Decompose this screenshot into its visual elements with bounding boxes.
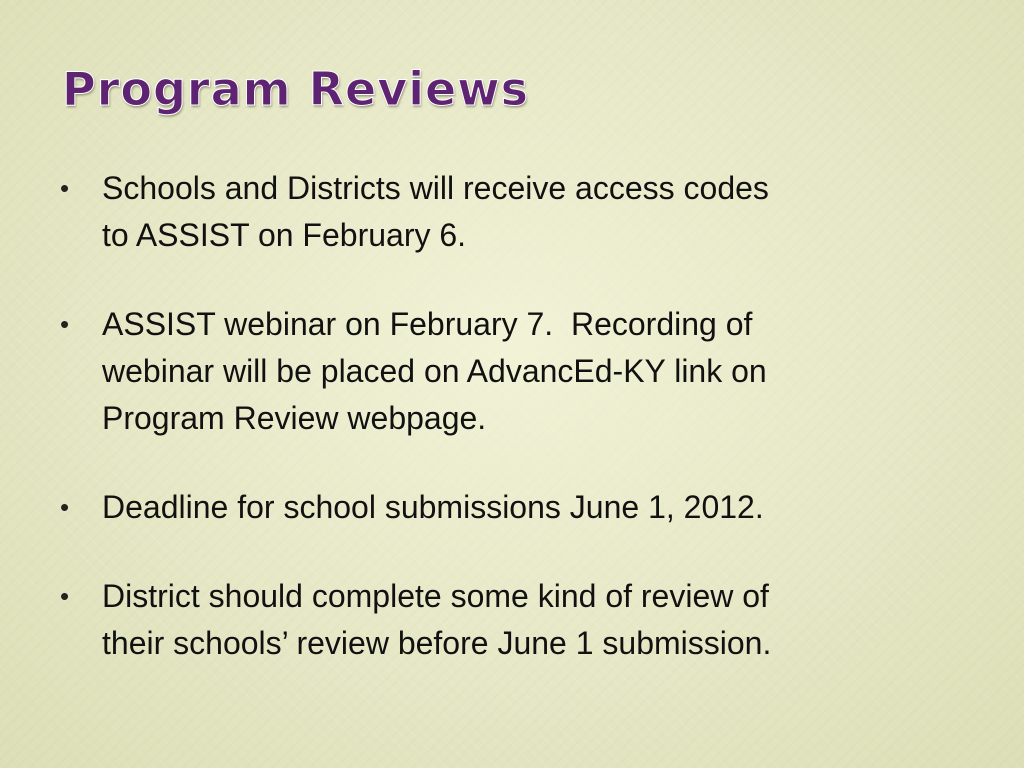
- bullet-icon: •: [60, 492, 70, 522]
- bullet-line: their schools’ review before June 1 submission.: [102, 625, 772, 661]
- bullet-item: [58, 573, 958, 667]
- slide-title: Program Reviews: [62, 62, 530, 116]
- bullet-text: [102, 484, 958, 531]
- bullet-text: [102, 165, 958, 259]
- bullet-text: [102, 301, 958, 442]
- bullet-item: [58, 484, 958, 531]
- bullet-line: to ASSIST on February 6.: [102, 217, 467, 253]
- bullet-line: Program Review webpage.: [102, 400, 487, 436]
- bullet-line: webinar will be placed on AdvancEd-KY link on: [102, 353, 767, 389]
- bullet-line: District should complete some kind of review of: [102, 578, 769, 614]
- bullet-line: Deadline for school submissions June 1, 2012.: [102, 489, 764, 525]
- bullet-line: ASSIST webinar on February 7. Recording of: [102, 306, 753, 342]
- bullet-icon: •: [60, 173, 70, 203]
- bullet-item: [58, 165, 958, 259]
- bullet-icon: •: [60, 581, 70, 611]
- bullet-list: [58, 165, 958, 667]
- bullet-icon: •: [60, 309, 70, 339]
- bullet-text: [102, 573, 958, 667]
- bullet-line: Schools and Districts will receive access codes: [102, 170, 769, 206]
- bullet-item: [58, 301, 958, 442]
